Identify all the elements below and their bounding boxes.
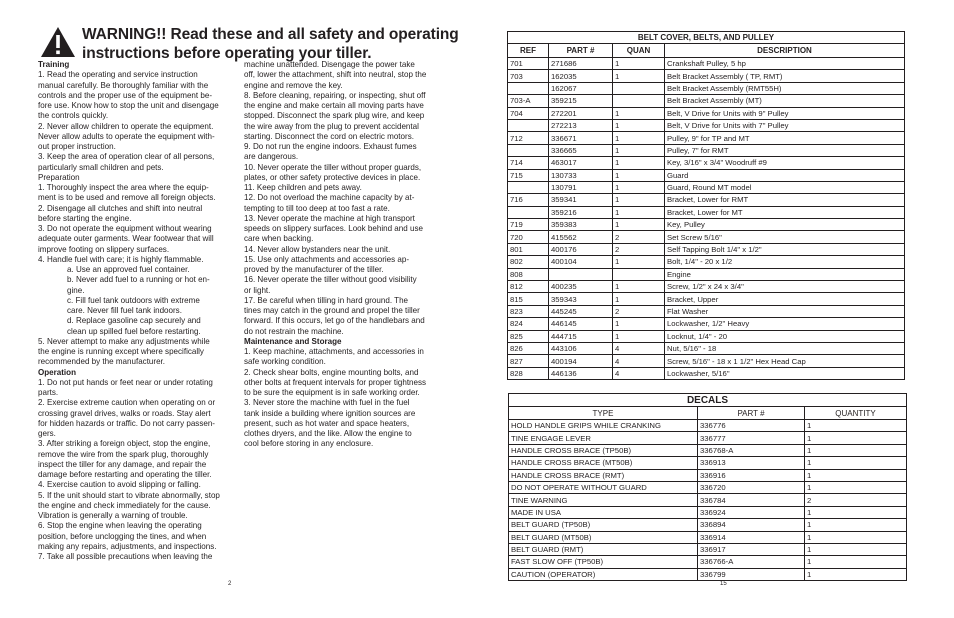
table-cell: 130791 [549,181,613,193]
table-row [508,95,905,107]
text-line: 3. After striking a foreign object, stop the engine, [38,439,211,449]
table-cell: 162035 [549,70,613,82]
decals-header-part: PART # [698,407,805,420]
belt-table-title: BELT COVER, BELTS, AND PULLEY [508,32,905,44]
text-line: 1. Thoroughly inspect the area where the equip- [38,183,209,192]
table-cell: 272201 [549,107,613,119]
text-line: 2. Check shear bolts, engine mounting bolts, and [244,367,419,377]
table-cell: 1 [805,481,907,493]
warning-header [40,24,460,64]
table-cell: TINE ENGAGE LEVER [509,432,698,444]
table-row [508,58,905,70]
table-cell: 716 [508,194,549,206]
table-cell: Screw, 1/2" x 24 x 3/4" [665,281,905,293]
text-line: Never allow adults to operate the equipment with- [38,131,215,141]
table-cell: 1 [805,556,907,568]
table-cell: 444715 [549,330,613,342]
text-line: controls and the proper use of the equipment be- [38,90,213,100]
table-cell: 336777 [698,432,805,444]
text-line: gine. [67,285,85,295]
table-cell: 1 [613,318,665,330]
table-cell: 824 [508,318,549,330]
table-cell: 828 [508,367,549,379]
table-cell: 1 [613,107,665,119]
text-line: d. Replace gasoline cap securely and [67,316,201,326]
text-line: particularly small children and pets. [38,162,164,172]
table-cell: 1 [805,432,907,444]
table-cell: 1 [613,58,665,70]
decals-header-quantity: QUANTITY [805,407,907,420]
table-cell: Crankshaft Pulley, 5 hp [665,58,905,70]
table-cell: 1 [805,531,907,543]
table-row [508,219,905,231]
text-line: clean up spilled fuel before restarting. [67,326,201,336]
table-cell: 400194 [549,355,613,367]
table-cell: Nut, 5/16" - 18 [665,342,905,354]
table-row [508,206,905,218]
table-row [509,457,907,469]
table-cell: 336916 [698,469,805,481]
safety-column-left [38,60,238,562]
text-line: do not restrain the machine. [244,326,344,336]
table-cell: 359343 [549,293,613,305]
text-line: the engine is running except where specifically [38,347,204,356]
table-cell: Engine [665,268,905,280]
table-cell [508,181,549,193]
table-cell: 827 [508,355,549,367]
table-cell: 336665 [549,144,613,156]
text-line: 2. Never allow children to operate the equipment. [38,121,214,131]
table-cell: 703 [508,70,549,82]
table-cell: 162067 [549,82,613,94]
table-cell [508,144,549,156]
text-line: out proper instruction. [38,142,116,151]
text-line: the engine and make certain all moving parts have [244,101,424,110]
table-cell: 1 [613,132,665,144]
table-cell [549,268,613,280]
table-cell: HANDLE CROSS BRACE (TP50B) [509,444,698,456]
table-cell: 359216 [549,206,613,218]
text-line: 10. Never operate the tiller without proper guards, [244,162,422,172]
table-cell: 415562 [549,231,613,243]
table-cell: DO NOT OPERATE WITHOUT GUARD [509,481,698,493]
table-cell: 4 [613,342,665,354]
text-line: improve footing on slippery surfaces. [38,244,170,254]
table-cell: 1 [613,181,665,193]
text-line: a. Use an approved fuel container. [67,265,190,274]
text-line: 1. Read the operating and service instruction [38,70,198,80]
text-line: the wire away from the plug to prevent accidental [244,121,419,131]
text-line: to be sure the equipment is in safe working order. [244,388,420,397]
text-line: 1. Keep machine, attachments, and accessories in [244,347,424,356]
table-row [509,531,907,543]
table-cell: 815 [508,293,549,305]
table-cell: 2 [613,231,665,243]
table-cell: Belt Bracket Assembly (RMT55H) [665,82,905,94]
text-line: 6. Stop the engine when leaving the operating [38,521,202,531]
text-line: engine and remove the key. [244,80,343,90]
text-line: Preparation [38,172,80,182]
table-cell: 336671 [549,132,613,144]
text-line: clothes dryers, and the like. Allow the engine to [244,429,412,438]
table-cell: Self Tapping Bolt 1/4" x 1/2" [665,243,905,255]
table-cell: 336913 [698,457,805,469]
text-line: Vibration is generally a warning of trouble. [38,511,188,520]
table-cell: 336914 [698,531,805,543]
table-cell: Belt, V Drive for Units with 7" Pulley [665,119,905,131]
table-cell: 1 [613,293,665,305]
text-line: crossing gravel drives, walks or roads. Stay alert [38,408,211,418]
text-line: 12. Do not overload the machine capacity by at- [244,193,415,203]
text-line: 9. Do not run the engine indoors. Exhaust fumes [244,142,417,151]
text-line: care. Never fill fuel tank indoors. [67,306,182,315]
text-line: inspect the tiller for any damage, and repair the [38,459,207,469]
table-cell [508,82,549,94]
table-cell: Bracket, Lower for RMT [665,194,905,206]
table-cell: FAST SLOW OFF (TP50B) [509,556,698,568]
table-cell: 826 [508,342,549,354]
decals-header-type: TYPE [509,407,698,420]
table-cell: 714 [508,157,549,169]
table-cell: 802 [508,256,549,268]
table-cell: 2 [613,243,665,255]
table-row [508,367,905,379]
table-cell: 445245 [549,305,613,317]
safety-column-right [244,60,444,450]
text-line: damage before restarting and operating the tiller. [38,470,212,479]
table-cell: 1 [613,194,665,206]
table-cell: 336720 [698,481,805,493]
table-cell: 336924 [698,506,805,518]
text-line: 16. Never operate the tiller without good visibility [244,275,417,285]
table-cell: 701 [508,58,549,70]
text-line: 2. Exercise extreme caution when operating on or [38,398,216,408]
text-line: 3. Never store the machine with fuel in the fuel [244,398,410,408]
table-cell: 446145 [549,318,613,330]
table-cell: 719 [508,219,549,231]
text-line: plates, or other safety protective devices in place. [244,172,421,182]
table-row [508,107,905,119]
table-cell: Screw, 5/16" - 18 x 1 1/2" Hex Head Cap [665,355,905,367]
table-cell: Bracket, Upper [665,293,905,305]
table-cell: HANDLE CROSS BRACE (RMT) [509,469,698,481]
table-row [508,181,905,193]
table-cell: 1 [805,469,907,481]
table-cell: 336799 [698,568,805,580]
table-cell [508,206,549,218]
table-cell: Set Screw 5/16" [665,231,905,243]
table-cell: Belt Bracket Assembly ( TP, RMT) [665,70,905,82]
belt-table-body [508,58,905,380]
table-cell: 336776 [698,420,805,432]
text-line: machine unattended. Disengage the power take [244,60,415,69]
table-cell: HANDLE CROSS BRACE (MT50B) [509,457,698,469]
text-line: 5. If the unit should start to vibrate abnormally, stop [38,490,220,500]
belt-header-part: PART # [549,44,613,58]
table-row [508,268,905,280]
table-cell: Lockwasher, 5/16" [665,367,905,379]
table-cell: BELT GUARD (MT50B) [509,531,698,543]
table-row [509,543,907,555]
table-row [509,432,907,444]
table-cell: 400235 [549,281,613,293]
table-cell [613,268,665,280]
table-row [508,342,905,354]
text-line: tank inside a building where ignition sources are [244,408,416,418]
text-line: care when backing. [244,234,314,244]
table-cell: 808 [508,268,549,280]
table-cell: 271686 [549,58,613,70]
belt-header-quan: QUAN [613,44,665,58]
table-cell: Locknut, 1/4" - 20 [665,330,905,342]
text-line: position, before unclogging the tines, and when [38,531,207,541]
table-cell: 1 [805,420,907,432]
table-cell: 712 [508,132,549,144]
table-cell: 1 [805,506,907,518]
table-cell: 1 [613,157,665,169]
table-row [509,519,907,531]
text-line: 7. Take all possible precautions when leaving the [38,552,213,561]
page-number-right: 15 [720,581,727,587]
table-row [508,293,905,305]
table-cell: Flat Washer [665,305,905,317]
table-cell: 823 [508,305,549,317]
text-line: 17. Be careful when tilling in hard ground. The [244,295,409,305]
table-cell: MADE IN USA [509,506,698,518]
table-row [508,281,905,293]
table-cell: TINE WARNING [509,494,698,506]
text-line: safe working condition. [244,357,326,367]
table-cell: 1 [805,519,907,531]
text-line: are dangerous. [244,152,299,162]
text-line: 13. Never operate the machine at high transport [244,213,415,223]
table-row [508,318,905,330]
table-row [508,132,905,144]
table-cell: 1 [613,330,665,342]
table-cell [613,82,665,94]
table-cell: 272213 [549,119,613,131]
text-line: Training [38,60,70,69]
text-line: adequate outer garments. Wear footwear that will [38,234,214,244]
table-row [508,70,905,82]
warning-triangle-icon [40,26,76,58]
table-row [508,231,905,243]
table-cell: Pulley, 7" for RMT [665,144,905,156]
table-cell: 1 [613,169,665,181]
table-cell: 336784 [698,494,805,506]
table-cell: 400176 [549,243,613,255]
table-cell: 720 [508,231,549,243]
text-line: c. Fill fuel tank outdoors with extreme [67,295,200,305]
text-line: recommended by the manufacturer. [38,357,166,367]
text-line: parts. [38,388,59,397]
table-row [509,481,907,493]
decals-table [508,393,907,581]
table-cell: Belt Bracket Assembly (MT) [665,95,905,107]
table-cell: 1 [613,144,665,156]
table-row [509,556,907,568]
text-line: forward. If this occurs, let go of the handlebars and [244,316,425,326]
table-cell: Belt, V Drive for Units with 9" Pulley [665,107,905,119]
table-cell: 336766-A [698,556,805,568]
text-line: tempting to till too deep at too fast a rate. [244,203,390,213]
table-cell: 1 [805,457,907,469]
table-cell: 463017 [549,157,613,169]
warning-title-line2: instructions before operating your tiller. [82,45,372,62]
page-number-left: 2 [228,581,232,587]
text-line: 11. Keep children and pets away. [244,183,362,192]
table-cell: CAUTION (OPERATOR) [509,568,698,580]
table-row [508,355,905,367]
belt-header-description: DESCRIPTION [665,44,905,58]
table-cell: 703-A [508,95,549,107]
text-line: the engine and check immediately for the cause. [38,500,211,510]
table-cell: 336768-A [698,444,805,456]
text-line: for hidden hazards or traffic. Do not carry passen- [38,418,215,428]
table-row [508,169,905,181]
text-line: starting. Disconnect the cord on electric motors. [244,131,414,141]
table-row [509,494,907,506]
table-cell: HOLD HANDLE GRIPS WHILE CRANKING [509,420,698,432]
text-line: proved by the manufacturer of the tiller. [244,265,384,274]
table-cell: 400104 [549,256,613,268]
table-cell: 1 [805,543,907,555]
table-cell: 715 [508,169,549,181]
text-line: stopped. Disconnect the spark plug wire, and keep [244,111,425,121]
table-cell: 1 [613,281,665,293]
table-cell: 336917 [698,543,805,555]
table-cell [613,95,665,107]
text-line: Maintenance and Storage [244,336,342,346]
table-row [508,194,905,206]
text-line: ment is to be used and remove all foreign objects. [38,193,216,203]
table-row [509,420,907,432]
table-cell: 1 [613,119,665,131]
table-row [508,243,905,255]
text-line: making any repairs, adjustments, and inspections. [38,541,217,551]
table-row [508,82,905,94]
table-cell: 2 [613,305,665,317]
decals-table-body [509,420,907,581]
text-line: or light. [244,285,271,295]
table-cell: 2 [805,494,907,506]
table-row [508,305,905,317]
text-line: gers. [38,429,56,438]
text-line: 3. Keep the area of operation clear of all persons, [38,152,215,162]
table-cell: 1 [613,256,665,268]
text-line: 2. Disengage all clutches and shift into neutral [38,203,203,213]
text-line: 15. Use only attachments and accessories ap- [244,254,410,264]
right-page [477,0,954,618]
table-row [509,469,907,481]
table-row [508,119,905,131]
text-line: present, such as hot water and space heaters, [244,418,410,428]
table-row [509,506,907,518]
table-row [508,157,905,169]
text-line: 4. Handle fuel with care; it is highly flammable. [38,254,204,264]
table-cell: 704 [508,107,549,119]
table-cell: 446136 [549,367,613,379]
table-cell: Guard [665,169,905,181]
table-cell: 801 [508,243,549,255]
table-cell: 825 [508,330,549,342]
text-line: the controls quickly. [38,111,109,121]
table-cell: Guard, Round MT model [665,181,905,193]
text-line: cool before storing in any enclosure. [244,439,374,449]
text-line: remove the wire from the spark plug, thoroughly [38,449,209,459]
warning-title [82,25,459,63]
table-cell: 4 [613,355,665,367]
table-row [509,444,907,456]
table-cell: Key, 3/16" x 3/4" Woodruff #9 [665,157,905,169]
table-cell: 359383 [549,219,613,231]
text-line: before starting the engine. [38,213,132,223]
table-cell: 1 [805,568,907,580]
text-line: manual carefully. Be thoroughly familiar with the [38,80,209,90]
text-line: 3. Do not operate the equipment without wearing [38,224,212,233]
text-line: 5. Never attempt to make any adjustments while [38,336,210,346]
table-cell: Bolt, 1/4" - 20 x 1/2 [665,256,905,268]
text-line: 14. Never allow bystanders near the unit. [244,244,391,254]
decals-table-title: DECALS [509,394,907,407]
table-cell: 4 [613,367,665,379]
table-row [508,330,905,342]
table-cell: 359341 [549,194,613,206]
text-line: 4. Exercise caution to avoid slipping or falling. [38,480,201,490]
table-cell [508,119,549,131]
text-line: 8. Before cleaning, repairing, or inspecting, shut off [244,90,426,100]
table-cell: Pulley, 9" for TP and MT [665,132,905,144]
belt-cover-parts-table [507,31,905,380]
belt-header-ref: REF [508,44,549,58]
text-line: off, lower the attachment, shift into neutral, stop the [244,70,427,80]
text-line: other bolts at frequent intervals for proper tightness [244,377,427,387]
table-cell: 443106 [549,342,613,354]
text-line: fore use. Know how to stop the unit and disengage [38,101,219,110]
table-cell: 1 [613,219,665,231]
text-line: 1. Do not put hands or feet near or under rotating [38,377,213,387]
table-cell: 1 [805,444,907,456]
warning-title-line1: WARNING!! Read these and all safety and operating [82,26,459,43]
table-row [509,568,907,580]
table-row [508,144,905,156]
table-row [508,256,905,268]
table-cell: Key, Pulley [665,219,905,231]
text-line: b. Never add fuel to a running or hot en- [67,275,210,285]
table-cell: 1 [613,70,665,82]
table-cell: 359215 [549,95,613,107]
text-line: Operation [38,367,77,377]
table-cell: Bracket, Lower for MT [665,206,905,218]
table-cell: 130733 [549,169,613,181]
table-cell: 812 [508,281,549,293]
text-line: tines may catch in the ground and propel the tiller [244,306,420,315]
table-cell: Lockwasher, 1/2" Heavy [665,318,905,330]
table-cell: 336894 [698,519,805,531]
table-cell: BELT GUARD (RMT) [509,543,698,555]
table-cell: 1 [613,206,665,218]
table-cell: BELT GUARD (TP50B) [509,519,698,531]
text-line: speeds on slippery surfaces. Look behind and use [244,224,423,233]
